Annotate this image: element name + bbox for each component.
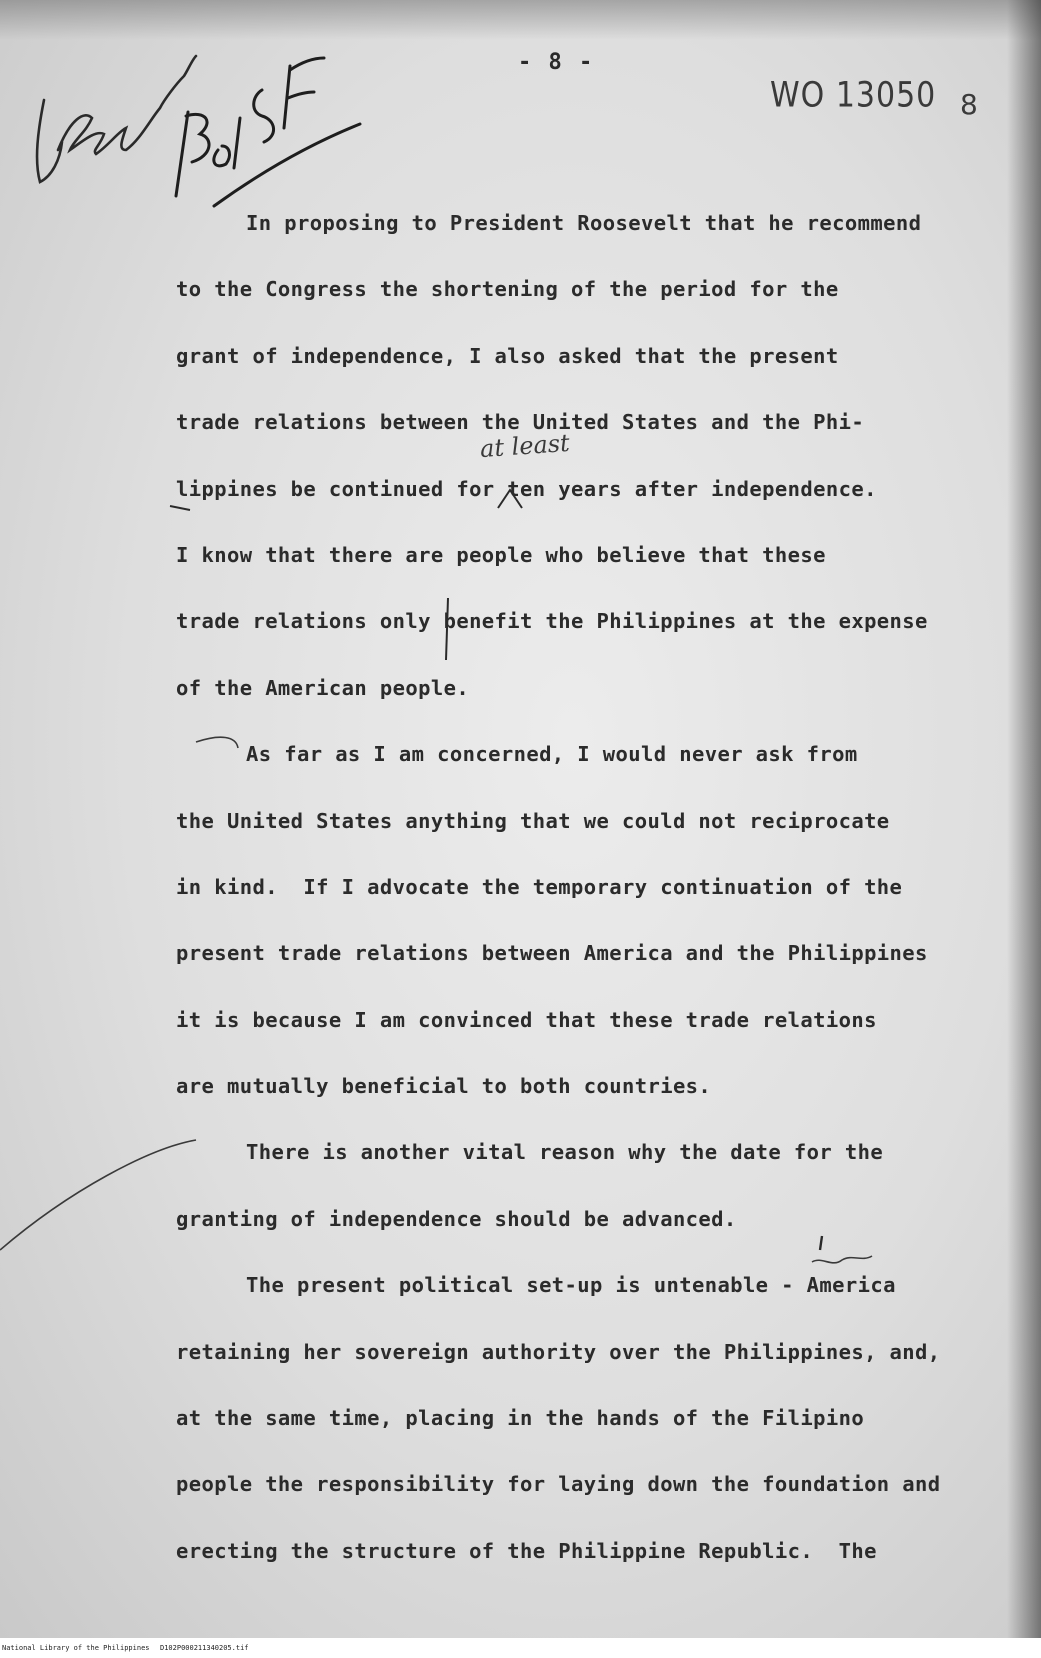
top-left-scrawl-drawing bbox=[37, 56, 196, 182]
typed-body bbox=[176, 205, 1006, 1599]
text-line: As far as I am concerned, I would never ask from bbox=[246, 742, 858, 767]
text-line: grant of independence, I also asked that the present bbox=[176, 343, 839, 368]
paragraph-mark-2 bbox=[0, 1140, 196, 1250]
handwritten-insertion: at least bbox=[479, 428, 571, 464]
text-line: retaining her sovereign authority over the Philippines, and, bbox=[176, 1339, 941, 1364]
text-line: are mutually beneficial to both countries. bbox=[176, 1074, 712, 1099]
text-line: trade relations only benefit the Philippines at the expense bbox=[176, 609, 928, 634]
text-line: of the American people. bbox=[176, 675, 470, 700]
text-line: in kind. If I advocate the temporary continuation of the bbox=[176, 874, 903, 899]
text-line: lippines be continued for ten years after independence. bbox=[176, 476, 877, 501]
library-credit: National Library of the Philippines bbox=[2, 1644, 150, 1652]
page-number: - 8 - bbox=[518, 50, 595, 75]
text-line: trade relations between the United States and the Phi- bbox=[176, 410, 865, 435]
scan-footer bbox=[0, 1640, 1041, 1658]
sheet-number: 8 bbox=[960, 88, 978, 121]
text-line: granting of independence should be advanced. bbox=[176, 1206, 737, 1231]
scan-file-id: D102P000211340205.tif bbox=[160, 1644, 249, 1652]
text-line: In proposing to President Roosevelt that he recommend bbox=[246, 211, 922, 235]
text-line: erecting the structure of the Philippine Republic. The bbox=[176, 1538, 877, 1563]
text-line: present trade relations between America and the Philippines bbox=[176, 941, 928, 966]
document-code: WO 13050 bbox=[770, 75, 937, 116]
text-line: There is another vital reason why the date for the bbox=[246, 1140, 884, 1165]
text-line: to the Congress the shortening of the period for the bbox=[176, 277, 839, 302]
text-line: people the responsibility for laying down the foundation and bbox=[176, 1472, 941, 1497]
text-line: it is because I am convinced that these trade relations bbox=[176, 1007, 877, 1032]
text-line: I know that there are people who believe that these bbox=[176, 542, 826, 567]
text-line: the United States anything that we could not reciprocate bbox=[176, 808, 890, 833]
text-line: at the same time, placing in the hands of the Filipino bbox=[176, 1406, 865, 1431]
file-mark-drawing bbox=[176, 58, 360, 206]
text-line: The present political set-up is untenable - America bbox=[246, 1273, 896, 1298]
